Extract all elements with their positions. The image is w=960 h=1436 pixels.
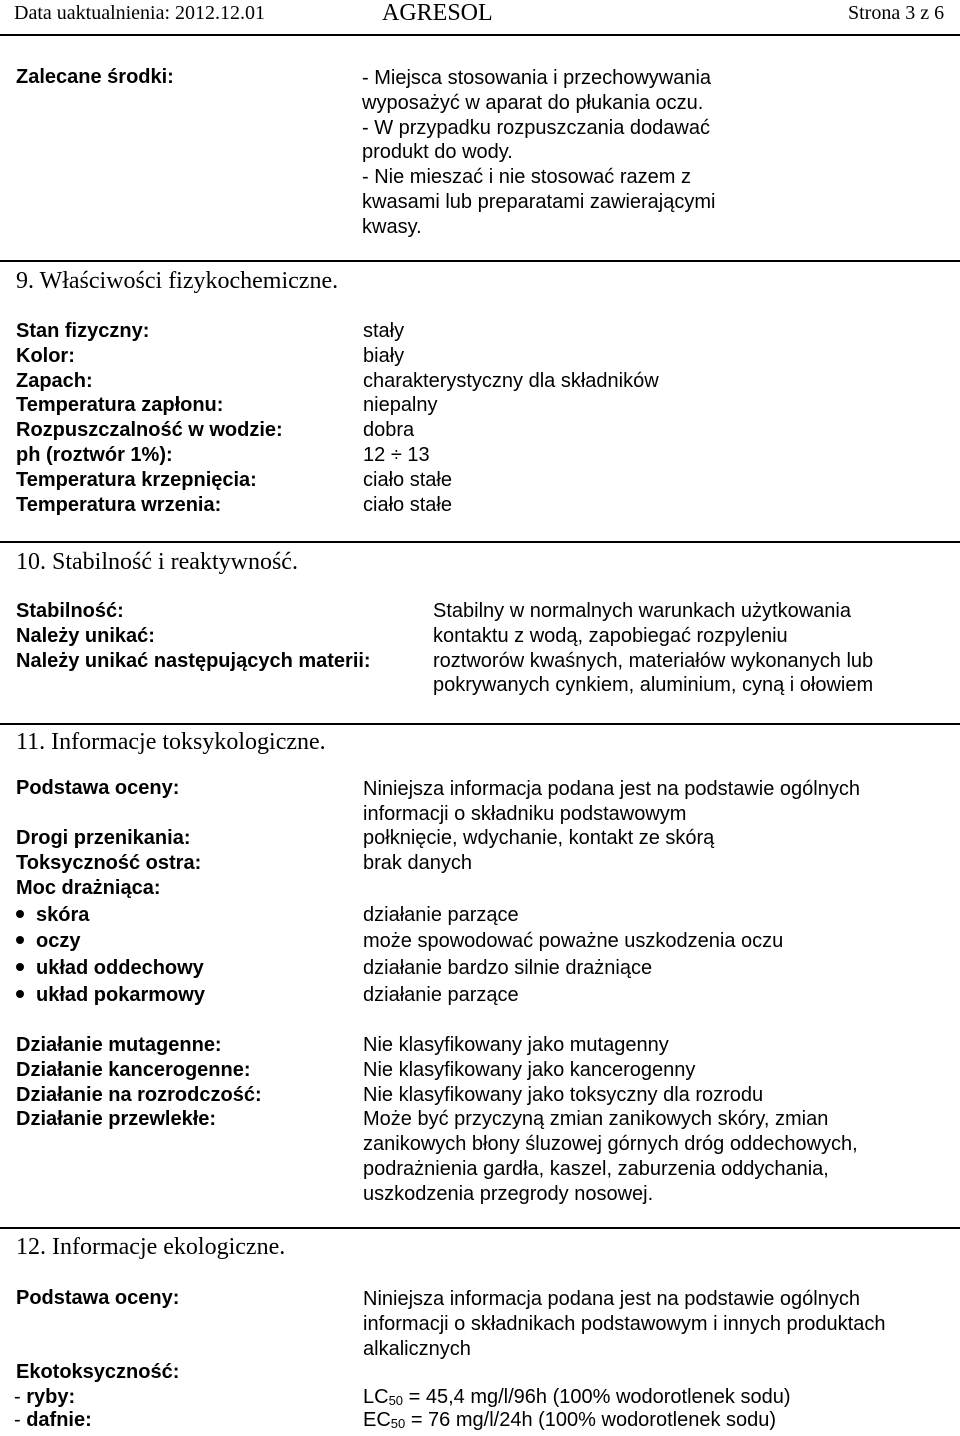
stability-values: Stabilny w normalnych warunkach użytkowania kontaktu z wodą, zapobiegać rozpyleniu roztworów kwaśnych, materiałów wykonanych lub pokrywanych cynkiem, aluminium, cyną i ołowiem [433, 600, 874, 697]
section-9-rule [0, 260, 960, 262]
section-10-rule [0, 541, 960, 543]
fish-value: $LC_{50} = 45,4$ mg/l/96h (100% wodorotlenek sodu) [363, 1386, 791, 1408]
property-row: Temperatura krzepnięcia: [16, 468, 257, 491]
routes-value: połknięcie, wdychanie, kontakt ze skórą [363, 827, 715, 849]
effects-values: Nie klasyfikowany jako mutagenny Nie klasyfikowany jako kancerogenny Nie klasyfikowany jako toksyczny dla rozrodu Może być przyczyną zmian zanikowych skóry, zmian zanikowych błony śluzowej górnych dróg oddechowych, podrażnienia gardła, kaszel, zaburzenia oddychania, uszkodzenia przegrody nosowej. [363, 1034, 858, 1205]
section-11-title: 11. Informacje toksykologiczne. [16, 729, 326, 755]
tox-basis-label: Podstawa oceny: [16, 777, 180, 799]
measures-label: Zalecane środki: [16, 66, 174, 88]
irritant-value-eyes: może spowodować poważne uszkodzenia oczu [363, 930, 784, 952]
section-12-title: 12. Informacje ekologiczne. [16, 1234, 286, 1260]
property-row: Rozpuszczalność w wodzie: [16, 419, 283, 442]
section-11-rule [0, 723, 960, 725]
fish-label: - ryby: [14, 1386, 76, 1408]
irritant-value-respiratory: działanie bardzo silnie drażniące [363, 957, 653, 979]
bullet-icon [16, 936, 24, 944]
section-9-title: 9. Właściwości fizykochemiczne. [16, 268, 339, 294]
property-row: Temperatura zapłonu: [16, 394, 224, 417]
property-row: ph (roztwór 1%): [16, 443, 173, 466]
section-12-rule [0, 1227, 960, 1229]
update-date: Data uaktualnienia: 2012.12.01 [14, 2, 266, 24]
tox-basis-value: Niniejsza informacja podana jest na podstawie ogólnych informacji o składniku podstawowym [363, 778, 860, 825]
acute-toxicity-label: Toksyczność ostra: [16, 852, 202, 874]
header-rule [0, 34, 960, 36]
irritant-label: Moc drażniąca: [16, 877, 161, 899]
daphnia-value: $EC_{50} = 76$ mg/l/24h (100% wodorotlenek sodu) [363, 1409, 777, 1431]
bullet-icon [16, 910, 24, 918]
property-row: Stan fizyczny: [16, 320, 150, 342]
bullet-icon [16, 990, 24, 998]
page-number: Strona 3 z 6 [848, 2, 945, 24]
bullet-icon [16, 963, 24, 971]
acute-toxicity-value: brak danych [363, 852, 472, 874]
effects-labels: Działanie mutagenne: Działanie kancerogenne: Działanie na rozrodczość: Działanie przewlekłe: [16, 1034, 262, 1131]
eco-basis-label: Podstawa oceny: [16, 1287, 180, 1309]
stability-labels: Stabilność: Należy unikać: Należy unikać następujących materii: [16, 600, 371, 672]
property-row: Zapach: [16, 369, 93, 392]
irritant-value-digestive: działanie parzące [363, 984, 519, 1006]
irritant-item-eyes: oczy [16, 930, 80, 953]
routes-label: Drogi przenikania: [16, 827, 191, 849]
section-10-title: 10. Stabilność i reaktywność. [16, 549, 298, 575]
properties-table [16, 319, 283, 517]
properties-values: stały biały charakterystyczny dla składników niepalny dobra 12 ÷ 13 ciało stałe ciało stałe [363, 320, 659, 516]
ecotox-label: Ekotoksyczność: [16, 1361, 180, 1383]
irritant-value-skin: działanie parzące [363, 904, 519, 926]
daphnia-label: - dafnie: [14, 1409, 92, 1431]
property-row: Kolor: [16, 344, 75, 367]
irritant-item-respiratory: układ oddechowy [16, 957, 204, 980]
measures-text: - Miejsca stosowania i przechowywania wyposażyć w aparat do płukania oczu. - W przypadku rozpuszczania dodawać produkt do wody. - Nie mieszać i nie stosować razem z kwasami lub preparatami zawierającymi kwasy. [362, 67, 716, 238]
product-name: AGRESOL [382, 0, 493, 26]
irritant-item-skin: skóra [16, 904, 89, 927]
irritant-item-digestive: układ pokarmowy [16, 984, 205, 1007]
property-row: Temperatura wrzenia: [16, 493, 222, 516]
eco-basis-value: Niniejsza informacja podana jest na podstawie ogólnych informacji o składnikach podstawowym i innych produktach alkalicznych [363, 1288, 886, 1360]
